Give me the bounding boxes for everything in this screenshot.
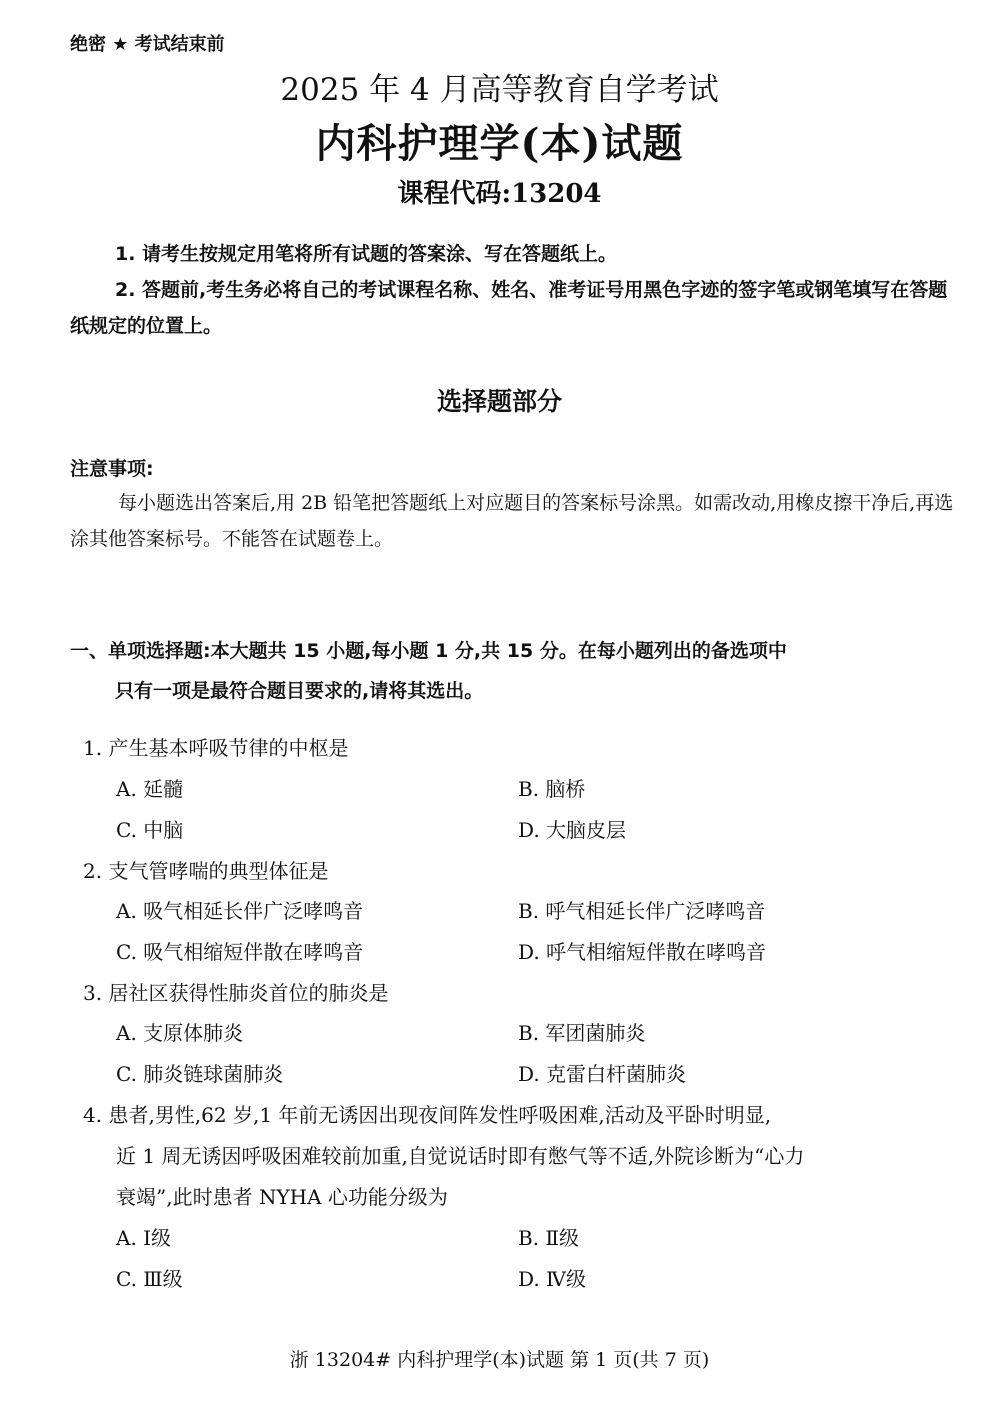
option-a: A. 吸气相延长伴广泛哮鸣音 xyxy=(116,899,364,923)
confidential-label: 绝密 ★ 考试结束前 xyxy=(70,34,225,55)
option-d: D. 克雷白杆菌肺炎 xyxy=(518,1062,687,1086)
question-stem: 2. 支气管哮喘的典型体征是 xyxy=(83,859,329,883)
section-title: 选择题部分 xyxy=(436,387,562,416)
notes-text: 每小题选出答案后,用 2B 铅笔把答题纸上对应题目的答案标号涂黑。如需改动,用橡皮擦干净后,再选涂其他答案标号。不能答在试题卷上。 xyxy=(70,492,954,550)
course-code: 课程代码:13204 xyxy=(397,179,602,209)
option-a: A. 延髓 xyxy=(116,777,184,801)
exam-title: 2025 年 4 月高等教育自学考试 xyxy=(280,72,719,108)
option-b: B. 呼气相延长伴广泛哮鸣音 xyxy=(518,899,766,923)
option-c: C. Ⅲ级 xyxy=(116,1267,183,1291)
option-d: D. 呼气相缩短伴散在哮鸣音 xyxy=(518,940,767,964)
instruction-2: 2. 答题前,考生务必将自己的考试课程名称、姓名、准考证号用黑色字迹的签字笔或钢笔填写在答题纸规定的位置上。 xyxy=(70,279,948,337)
instruction-1: 1. 请考生按规定用笔将所有试题的答案涂、写在答题纸上。 xyxy=(115,243,618,265)
question-stem-line-3: 衰竭”,此时患者 NYHA 心功能分级为 xyxy=(116,1185,448,1209)
subject-title: 内科护理学(本)试题 xyxy=(315,120,684,167)
notes-heading: 注意事项: xyxy=(70,458,154,480)
question-stem-line-1: 4. 患者,男性,62 岁,1 年前无诱因出现夜间阵发性呼吸困难,活动及平卧时明显, xyxy=(83,1103,772,1127)
option-c: C. 吸气相缩短伴散在哮鸣音 xyxy=(116,940,364,964)
part-one-title: 一、单项选择题:本大题共 15 小题,每小题 1 分,共 15 分。在每小题列出的备选项中 xyxy=(70,640,787,662)
question-stem-line-2: 近 1 周无诱因呼吸困难较前加重,自觉说话时即有憋气等不适,外院诊断为“心力 xyxy=(116,1144,805,1168)
option-c: C. 中脑 xyxy=(116,818,184,842)
option-d: D. Ⅳ级 xyxy=(518,1267,587,1291)
page-footer: 浙 13204# 内科护理学(本)试题 第 1 页(共 7 页) xyxy=(289,1349,710,1371)
option-a: A. Ⅰ级 xyxy=(116,1226,172,1250)
option-a: A. 支原体肺炎 xyxy=(116,1021,244,1045)
question-stem: 3. 居社区获得性肺炎首位的肺炎是 xyxy=(83,981,389,1005)
option-c: C. 肺炎链球菌肺炎 xyxy=(116,1062,284,1086)
option-d: D. 大脑皮层 xyxy=(518,818,627,842)
option-b: B. 脑桥 xyxy=(518,777,586,801)
option-b: B. 军团菌肺炎 xyxy=(518,1021,646,1045)
option-b: B. Ⅱ级 xyxy=(518,1226,580,1250)
part-one-subtitle: 只有一项是最符合题目要求的,请将其选出。 xyxy=(115,680,484,702)
question-stem: 1. 产生基本呼吸节律的中枢是 xyxy=(83,736,349,760)
